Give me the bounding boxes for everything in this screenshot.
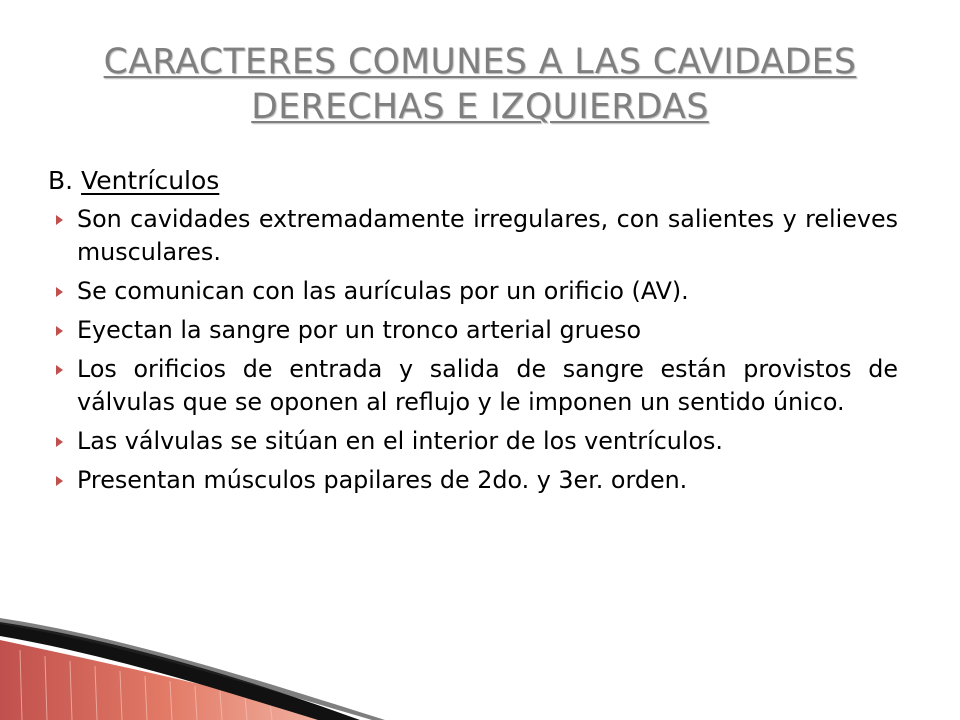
list-item <box>48 464 898 497</box>
list-item <box>48 314 898 347</box>
bullet-arrow-icon <box>56 365 63 375</box>
slide-title <box>60 40 900 130</box>
list-item <box>48 425 898 458</box>
section-prefix: B. <box>48 166 82 195</box>
bullet-arrow-icon <box>56 215 63 225</box>
bullet-text: Los orificios de entrada y salida de sangre están provistos de válvulas que se oponen al reflujo y le imponen un sentido único. <box>77 355 898 416</box>
bullet-text: Las válvulas se sitúan en el interior de los ventrículos. <box>77 427 724 455</box>
bullet-arrow-icon <box>56 476 63 486</box>
section-heading <box>48 163 898 199</box>
bullet-arrow-icon <box>56 287 63 297</box>
slide-title-line-1: CARACTERES COMUNES A LAS CAVIDADES <box>103 42 857 82</box>
slide-title-line-2: DERECHAS E IZQUIERDAS <box>251 87 709 127</box>
slide-body <box>48 163 898 503</box>
section-label: Ventrículos <box>81 166 220 195</box>
bullet-text: Presentan músculos papilares de 2do. y 3er. orden. <box>77 466 688 494</box>
bullet-text: Se comunican con las aurículas por un orificio (AV). <box>77 277 689 305</box>
bullet-arrow-icon <box>56 326 63 336</box>
bullet-text: Son cavidades extremadamente irregulares, con salientes y relieves musculares. <box>77 205 898 266</box>
bullet-list <box>48 203 898 497</box>
list-item <box>48 275 898 308</box>
bullet-text: Eyectan la sangre por un tronco arterial grueso <box>77 316 642 344</box>
list-item <box>48 203 898 269</box>
list-item <box>48 353 898 419</box>
bullet-arrow-icon <box>56 437 63 447</box>
